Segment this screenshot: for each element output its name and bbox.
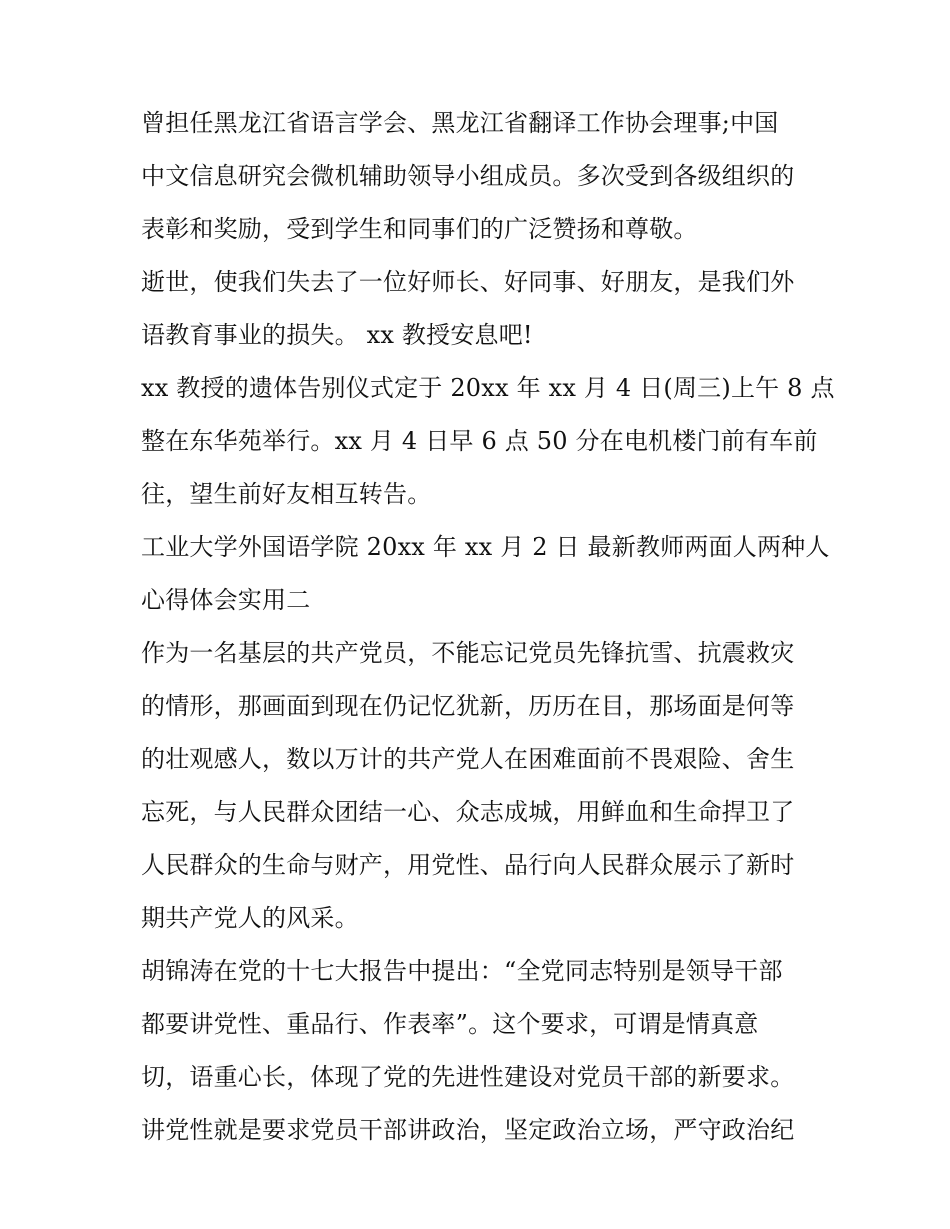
text-line: 切，语重心长，体现了党的先进性建设对党员干部的新要求。	[141, 1063, 795, 1091]
text-line: 讲党性就是要求党员干部讲政治，坚定政治立场，严守政治纪	[141, 1116, 795, 1144]
text-line: 的情形，那画面到现在仍记忆犹新，历历在目，那场面是何等	[141, 692, 795, 720]
text-line: 人民群众的生命与财产，用党性、品行向人民群众展示了新时	[141, 851, 795, 879]
text-line: 心得体会实用二	[141, 586, 311, 614]
text-line: xx 教授的遗体告别仪式定于 20xx 年 xx 月 4 日(周三)上午 8 点	[141, 374, 835, 402]
text-line: 逝世，使我们失去了一位好师长、好同事、好朋友，是我们外	[141, 268, 795, 296]
text-line: 语教育事业的损失。 xx 教授安息吧!	[141, 321, 533, 349]
text-line: 往，望生前好友相互转告。	[141, 480, 432, 508]
text-line: 胡锦涛在党的十七大报告中提出：“全党同志特别是领导干部	[141, 957, 783, 985]
text-line: 的壮观感人，数以万计的共产党人在困难面前不畏艰险、舍生	[141, 745, 795, 773]
text-line: 作为一名基层的共产党员，不能忘记党员先锋抗雪、抗震救灾	[141, 639, 795, 667]
text-line: 中文信息研究会微机辅助领导小组成员。多次受到各级组织的	[141, 162, 795, 190]
text-line: 整在东华苑举行。xx 月 4 日早 6 点 50 分在电机楼门前有车前	[141, 427, 818, 455]
text-line: 忘死，与人民群众团结一心、众志成城，用鲜血和生命捍卫了	[141, 798, 795, 826]
text-line: 工业大学外国语学院 20xx 年 xx 月 2 日 最新教师两面人两种人	[141, 533, 830, 561]
text-line: 期共产党人的风采。	[141, 904, 359, 932]
text-line: 表彰和奖励，受到学生和同事们的广泛赞扬和尊敬。	[141, 215, 698, 243]
text-line: 曾担任黑龙江省语言学会、黑龙江省翻译工作协会理事;中国	[141, 109, 779, 137]
text-line: 都要讲党性、重品行、作表率”。这个要求，可谓是情真意	[141, 1010, 759, 1038]
document-body	[141, 108, 835, 1168]
